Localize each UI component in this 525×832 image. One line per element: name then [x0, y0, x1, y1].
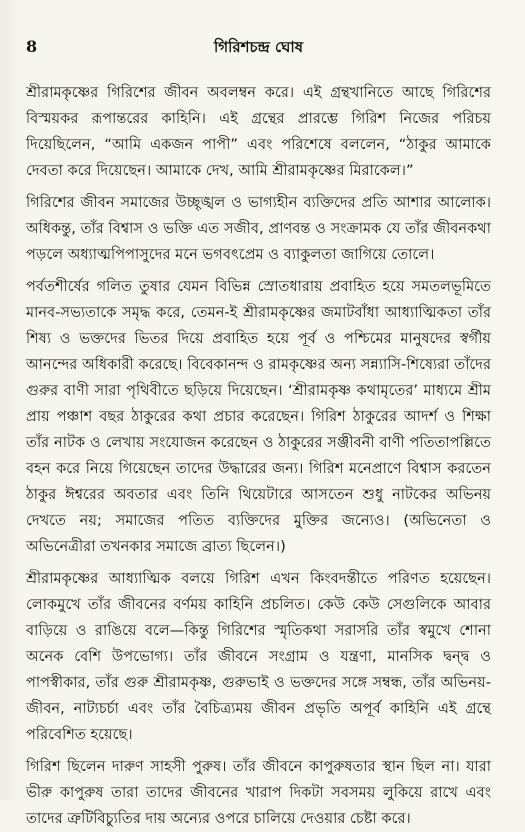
paragraph-2: গিরিশের জীবন সমাজের উচ্ছৃঙ্খল ও ভাগ্যহীন ব্যক্তিদের প্রতি আশার আলোক। অধিকন্তু, তাঁর বিশ্বাস ও ভক্তি এত সজীব, প্রাণবন্ত ও সংক্রামক যে তাঁর জীবনকথা পড়লে অধ্যাত্মপিপাসুদের মনে ভগবৎপ্রেম ও ব্যাকুলতা জাগিয়ে তোলে। [26, 194, 491, 263]
paragraph-3: পর্বতশীর্ষের গলিত তুষার যেমন বিভিন্ন স্রোতধারায় প্রবাহিত হয়ে সমতলভূমিতে মানব-সভ্যতাকে সমৃদ্ধ করে, তেমন-ই শ্রীরামকৃষ্ণের জমাটবাঁধা আধ্যাত্মিকতা তাঁর শিষ্য ও ভক্তদের ভিতর দিয়ে প্রবাহিত হয়ে পূর্ব ও পশ্চিমের মানুষদের স্বর্গীয় আনন্দের অধিকারী করেছে। বিবেকানন্দ ও রামকৃষ্ণের অন্য সন্ন্যাসি-শিষ্যেরা তাঁদের গুরুর বাণী সারা পৃথিবীতে ছড়িয়ে দিয়েছেন। ‘শ্রীরামকৃষ্ণ কথামৃতের’ মাধ্যমে শ্রীম প্রায় পঞ্চাশ বছর ঠাকুরের কথা প্রচার করেছেন। গিরিশ ঠাকুরের আদর্শ ও শিক্ষা তাঁর নাটক ও লেখায় সংযোজন করেছেন ও ঠাকুরের সঞ্জীবনী বাণী পতিতাপল্লিতে বহন করে নিয়ে গিয়েছেন তাদের উদ্ধারের জন্য। গিরিশ মনেপ্রাণে বিশ্বাস করতেন ঠাকুর ঈশ্বরের অবতার এবং তিনি থিয়েটারে আসতেন শুধু নাটকের অভিনয় দেখতে নয়; সমাজের পতিত ব্যক্তিদের মুক্তির জন্যেও। (অভিনেতা ও অভিনেত্রীরা তখনকার সমাজে ব্রাত্য ছিলেন।) [26, 278, 491, 555]
paragraph-1: শ্রীরামকৃষ্ণের গিরিশের জীবন অবলম্বন করে। এই গ্রন্থখানিতে আছে গিরিশের বিস্ময়কর রূপান্তরের কাহিনি। এই গ্রন্থের প্রারম্ভে গিরিশ নিজের পরিচয় দিয়েছিলেন, “আমি একজন পাপী” এবং পরিশেষে বললেন, “ঠাকুর আমাকে দেবতা করে দিয়েছেন। আমাকে দেখ, আমি শ্রীরামকৃষ্ণের মিরাকেল।” [26, 84, 491, 179]
paragraph-5: গিরিশ ছিলেন দারুণ সাহসী পুরুষ। তাঁর জীবনে কাপুরুষতার স্থান ছিল না। যারা ভীরু কাপুরুষ তারা তাদের জীবনের খারাপ দিকটা সবসময় লুকিয়ে রাখে এবং তাদের ত্রুটিবিচ্যুতির দায় অন্যের ওপরে চালিয়ে দেওয়ার চেষ্টা করে। [26, 758, 491, 827]
page-number: 8 [26, 37, 38, 56]
running-title: গিরিশচন্দ্র ঘোষ [214, 38, 303, 56]
paragraph-4: শ্রীরামকৃষ্ণের আধ্যাত্মিক বলয়ে গিরিশ এখন কিংবদন্তীতে পরিণত হয়েছেন। লোকমুখে তাঁর জীবনের বর্ণময় কাহিনি প্রচলিত। কেউ কেউ সেগুলিকে আবার বাড়িয়ে ও রাঙিয়ে বলে—কিন্তু গিরিশের স্মৃতিকথা সরাসরি তাঁর স্বমুখে শোনা অনেক বেশি উপভোগ্য। তাঁর জীবনে সংগ্রাম ও যন্ত্রণা, মানসিক দ্বন্দ্ব ও পাপস্বীকার, তাঁর গুরু শ্রীরামকৃষ্ণ, গুরুভাই ও ভক্তদের সঙ্গে সম্বন্ধ, তাঁর অভিনয়-জীবন, নাট্যচর্চা এবং তাঁর বৈচিত্র্যময় জীবন প্রভৃতি অপূর্ব কাহিনি এই গ্রন্থে পরিবেশিত হয়েছে। [26, 570, 491, 743]
page-header [26, 36, 491, 60]
